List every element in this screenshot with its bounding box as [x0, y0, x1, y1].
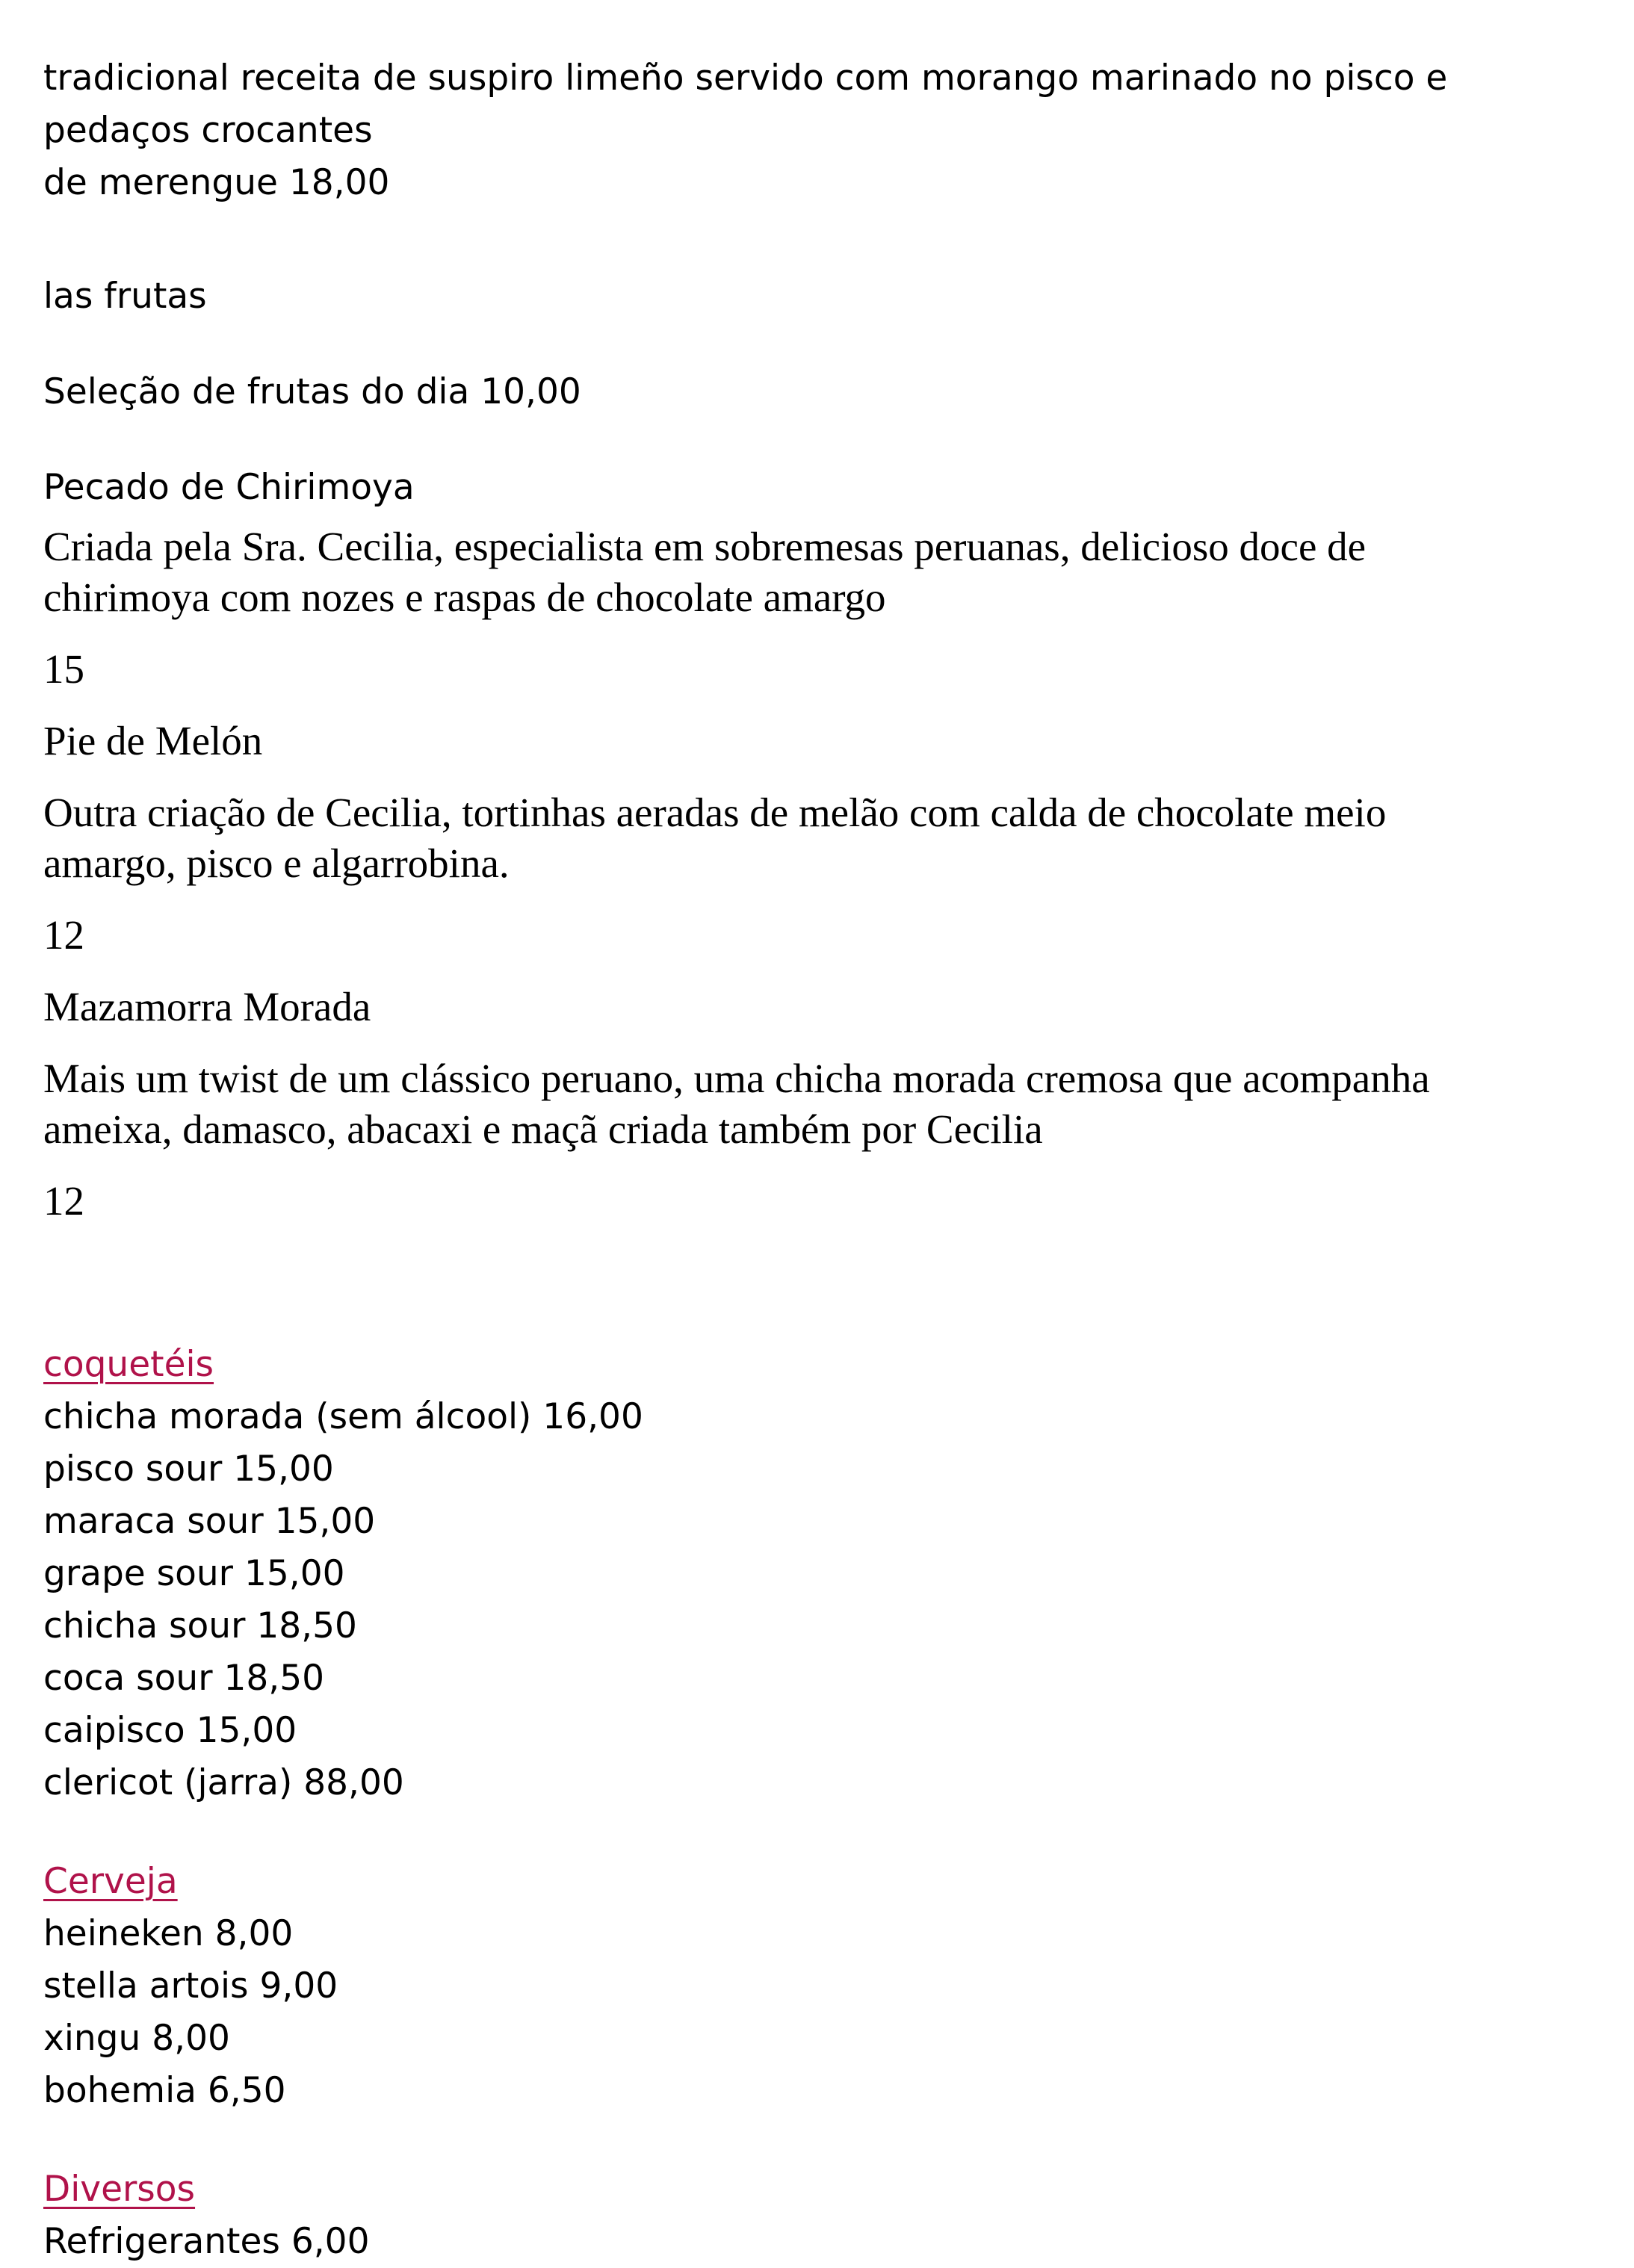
- section-heading-cerveja: Cerveja: [43, 1861, 178, 1902]
- beer-item: stella artois 9,00: [43, 1965, 338, 2007]
- dessert-description: Outra criação de Cecilia, tortinhas aeradas de melão com calda de chocolate meio: [43, 790, 1387, 835]
- drink-item: grape sour 15,00: [43, 1553, 345, 1594]
- drink-item: caipisco 15,00: [43, 1710, 297, 1751]
- dessert-description: ameixa, damasco, abacaxi e maçã criada também por Cecilia: [43, 1106, 1043, 1152]
- dessert-price: 12: [43, 1178, 84, 1224]
- dessert-block: [43, 716, 1612, 961]
- dessert-description: Criada pela Sra. Cecilia, especialista em sobremesas peruanas, delicioso doce de: [43, 524, 1367, 569]
- drink-item: chicha morada (sem álcool) 16,00: [43, 1396, 643, 1437]
- dessert-description: amargo, pisco e algarrobina.: [43, 840, 510, 886]
- dessert-name: Mazamorra Morada: [43, 984, 371, 1029]
- intro-paragraph: [43, 52, 1612, 209]
- drink-item: chicha sour 18,50: [43, 1605, 357, 1646]
- dessert-description: Mais um twist de um clássico peruano, uma chicha morada cremosa que acompanha: [43, 1056, 1430, 1101]
- section-heading-diversos: Diversos: [43, 2169, 196, 2210]
- drink-item: maraca sour 15,00: [43, 1501, 376, 1542]
- intro-line: de merengue 18,00: [43, 162, 390, 203]
- dessert-description: chirimoya com nozes e raspas de chocolate amargo: [43, 574, 886, 620]
- dessert-name: Pie de Melón: [43, 718, 263, 763]
- drink-item: pisco sour 15,00: [43, 1449, 334, 1490]
- beer-item: xingu 8,00: [43, 2018, 230, 2059]
- section-heading-coqueteis: coquetéis: [43, 1344, 214, 1385]
- beer-item: heineken 8,00: [43, 1913, 294, 1954]
- intro-line: pedaços crocantes: [43, 110, 373, 151]
- menu-item-selecao-frutas: Seleção de frutas do dia 10,00: [43, 371, 581, 412]
- section-cerveja: [43, 1856, 1612, 2117]
- misc-item: Refrigerantes 6,00: [43, 2221, 370, 2262]
- dessert-price: 12: [43, 912, 84, 958]
- section-diversos: [43, 2163, 1612, 2268]
- section-coqueteis: [43, 1339, 1612, 1809]
- drink-item: coca sour 18,50: [43, 1658, 325, 1699]
- dessert-block: [43, 521, 1612, 695]
- dessert-block: [43, 982, 1612, 1227]
- dessert-price: 15: [43, 646, 84, 692]
- drink-item: clericot (jarra) 88,00: [43, 1762, 404, 1803]
- section-title-frutas: las frutas: [43, 276, 207, 317]
- menu-page: [43, 52, 1612, 2268]
- beer-item: bohemia 6,50: [43, 2070, 286, 2111]
- intro-line: tradicional receita de suspiro limeño servido com morango marinado no pisco e: [43, 58, 1448, 99]
- dessert-name: Pecado de Chirimoya: [43, 467, 415, 508]
